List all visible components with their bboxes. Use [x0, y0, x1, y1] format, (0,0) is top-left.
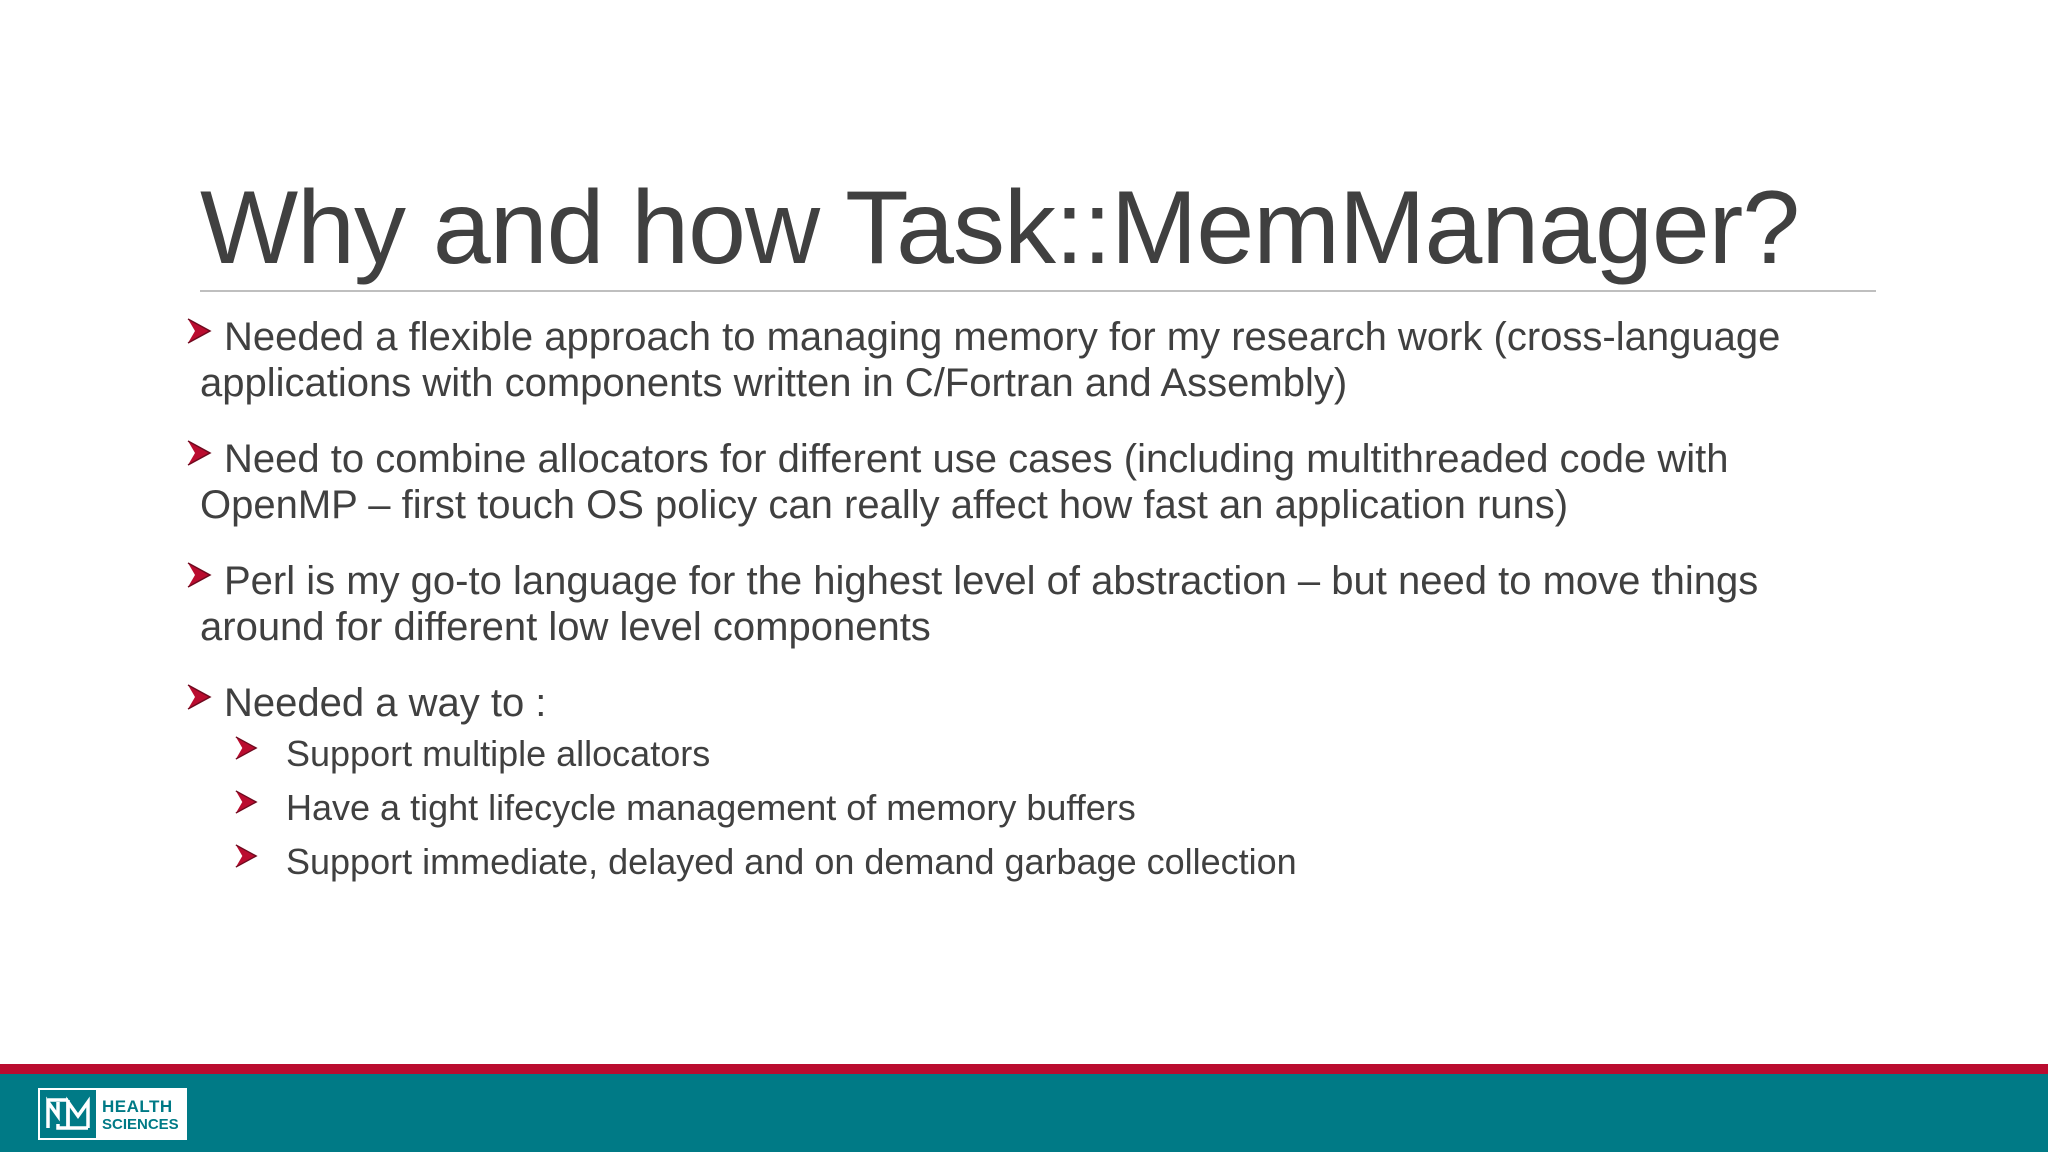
arrow-bullet-icon [186, 316, 212, 346]
bullet-text: Perl is my go-to language for the highest level of abstraction – but need to move things around for different low level components [200, 559, 1759, 649]
bullet-text: Needed a flexible approach to managing memory for my research work (cross-language applications with components written in C/Fortran and Assembly) [200, 315, 1781, 405]
sub-bullet-text: Support multiple allocators [286, 733, 711, 774]
sub-bullet-item [200, 732, 1886, 776]
arrow-bullet-icon [234, 788, 258, 816]
bullet-item [186, 558, 1886, 650]
arrow-bullet-icon [186, 438, 212, 468]
footer-bar [0, 1074, 2048, 1152]
arrow-bullet-icon [234, 734, 258, 762]
bullet-text: Needed a way to : [224, 681, 547, 725]
sub-bullet-item [200, 786, 1886, 830]
sub-bullet-text: Support immediate, delayed and on demand garbage collection [286, 841, 1297, 882]
slide-title: Why and how Task::MemManager? [200, 170, 1800, 286]
bullet-list [186, 314, 1886, 914]
footer-accent-stripe [0, 1064, 2048, 1074]
arrow-bullet-icon [186, 682, 212, 712]
title-divider [200, 290, 1876, 292]
sub-bullet-text: Have a tight lifecycle management of memory buffers [286, 787, 1136, 828]
unm-health-sciences-logo [38, 1088, 187, 1140]
bullet-item [186, 680, 1886, 884]
unm-logo-icon [40, 1090, 96, 1138]
arrow-bullet-icon [186, 560, 212, 590]
bullet-text: Need to combine allocators for different use cases (including multithreaded code with OpenMP – first touch OS policy can really affect how fast an application runs) [200, 437, 1729, 527]
logo-line-health: HEALTH [102, 1097, 173, 1116]
logo-text [96, 1090, 185, 1138]
arrow-bullet-icon [234, 842, 258, 870]
bullet-item [186, 314, 1886, 406]
sub-bullet-list [200, 732, 1886, 884]
bullet-item [186, 436, 1886, 528]
logo-line-sciences: SCIENCES [102, 1116, 179, 1133]
sub-bullet-item [200, 840, 1886, 884]
